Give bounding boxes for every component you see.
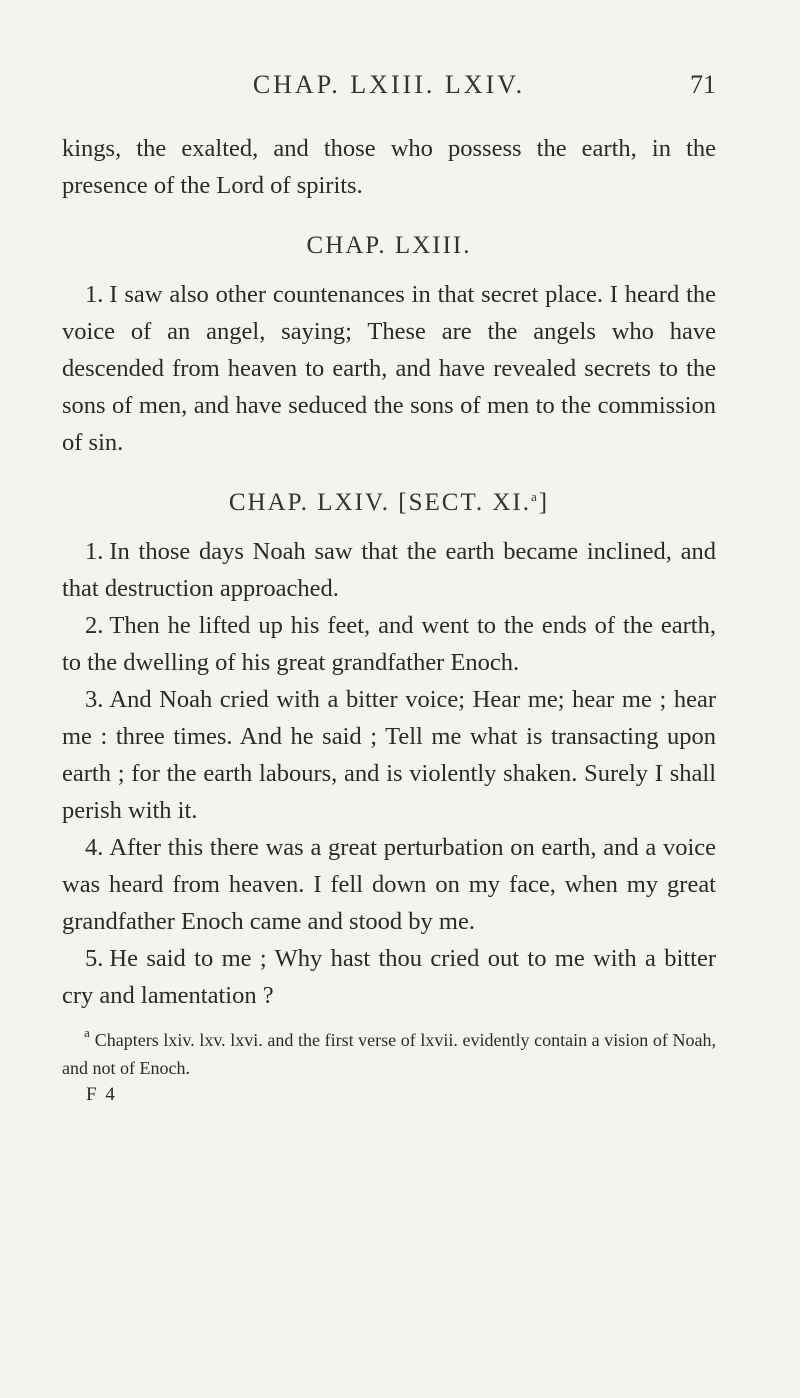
verse-number: 5. [85,945,104,972]
chapter-64-verse-1 [62,533,716,607]
footnote [62,1026,716,1082]
verse-text: And Noah cried with a bitter voice; Hear me; hear me ; hear me : three times. And he said ; Tell me what is transacting upon earth ; for the earth labours, and is violently shaken. Surely I shall perish with it. [62,686,716,824]
footnote-text: Chapters lxiv. lxv. lxvi. and the first verse of lxvii. evidently contain a vision of Noah, and not of Enoch. [62,1030,716,1078]
verse-number: 1. [85,538,104,565]
verse-text: He said to me ; Why hast thou cried out to me with a bitter cry and lamentation ? [62,945,716,1009]
verse-text: In those days Noah saw that the earth became inclined, and that destruction approached. [62,538,716,602]
verse-text: After this there was a great perturbation on earth, and a voice was heard from heaven. I fell down on my face, when my great grandfather Enoch came and stood by me. [62,834,716,935]
verse-text: Then he lifted up his feet, and went to the ends of the earth, to the dwelling of his great grandfather Enoch. [62,612,716,676]
chapter-64-verse-2 [62,607,716,681]
chapter-64-heading-text: CHAP. LXIV. [SECT. XI. [228,489,531,516]
page-number: 71 [690,70,716,99]
verse-number: 2. [85,612,104,639]
chapter-64-heading-close: ] [538,489,550,516]
chapter-64-verse-3 [62,681,716,829]
verse-number: 4. [85,834,104,861]
running-title: CHAP. LXIII. LXIV. [252,70,526,99]
chapter-63-heading: CHAP. LXIII. [306,232,472,259]
continuation-paragraph: kings, the exalted, and those who possess the earth, in the presence of the Lord of spirits. [62,135,716,199]
footnote-reference: a [531,489,539,504]
chapter-64-verse-4 [62,829,716,940]
book-page [62,70,716,1106]
verse-number: 1. [85,281,104,308]
verse-number: 3. [85,686,104,713]
chapter-64-heading [62,489,716,517]
running-header [62,70,716,110]
footnote-mark: a [84,1025,90,1040]
chapter-63-verse-1 [62,276,716,461]
verse-text: I saw also other countenances in that secret place. I heard the voice of an angel, saying; These are the angels who have descended from heaven to earth, and have revealed secrets to the sons of men, and have seduced the sons of men to the commission of sin. [62,281,716,456]
signature-mark: F 4 [86,1084,117,1105]
chapter-64-verse-5 [62,940,716,1014]
